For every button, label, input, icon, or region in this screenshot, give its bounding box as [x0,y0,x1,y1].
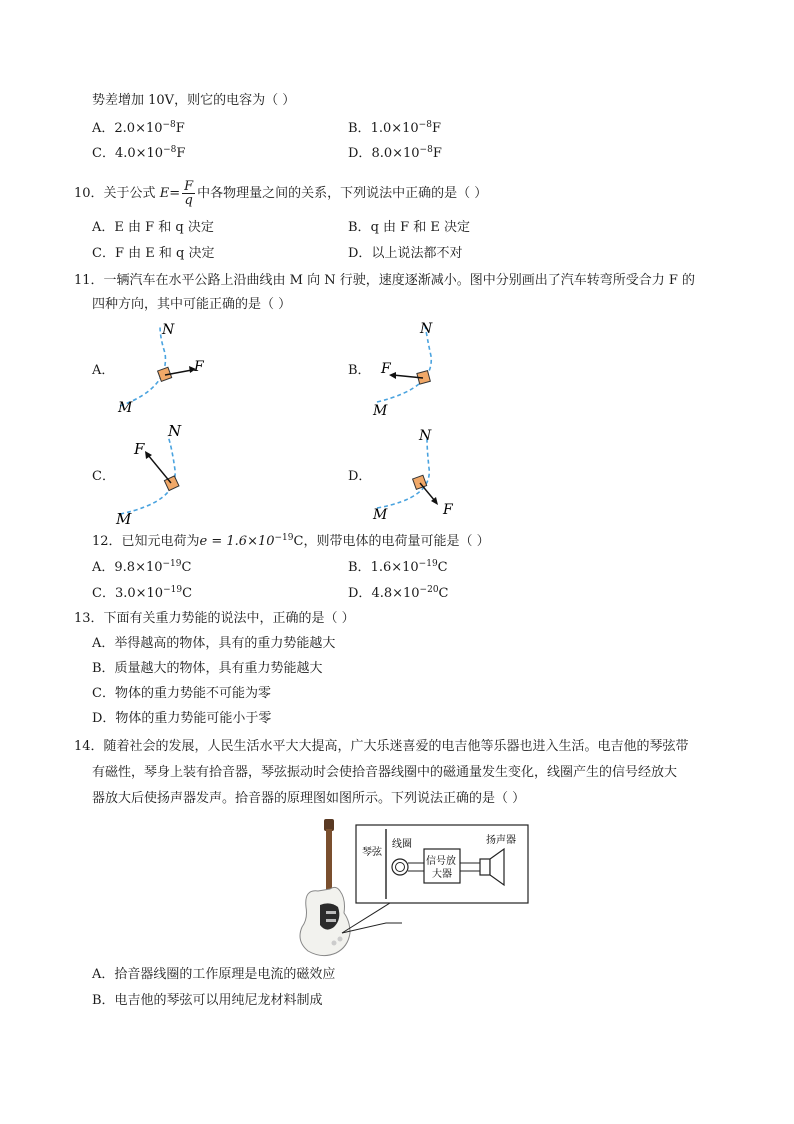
q9-stem-continuation: 势差增加 10V，则它的电容为（ ） [92,93,296,108]
q10-option-c: C．F 由 E 和 q 决定 [92,246,215,261]
speaker-icon [480,859,490,875]
q10-option-a: A．E 由 F 和 q 决定 [92,220,214,235]
q11-option-d-label: D． [348,469,372,484]
q14-pickup-figure [290,815,530,960]
q9-option-c: C．$4.0\times 10^{-8}F$ [92,145,186,161]
force-arrow [420,483,435,501]
guitar-neck [326,829,332,891]
trajectory-curve [377,438,429,508]
q13-option-d: D．物体的重力势能可能小于零 [92,711,272,726]
guitar-pickup [326,911,336,914]
q11-option-c-label: C． [92,469,115,484]
q10-option-d: D．以上说法都不对 [348,246,463,261]
label-n: N [419,428,432,444]
force-arrow [148,455,171,483]
q11-option-b-label: B． [348,363,371,378]
q13-stem: 13．下面有关重力势能的说法中，正确的是（ ） [74,611,355,626]
q12-option-b: B．$1.6\times 10^{-19}C$ [348,559,448,575]
label-coil: 线圈 [392,839,412,850]
q13-option-a: A．举得越高的物体，具有的重力势能越大 [92,636,336,651]
label-f: F [134,440,145,458]
q12-option-d: D．$4.8\times 10^{-20}C$ [348,585,449,601]
q12-option-c: C．$3.0\times 10^{-19}C$ [92,585,193,601]
q14-stem-line1: 14．随着社会的发展，人民生活水平大大提高，广大乐迷喜爱的电吉他等乐器也进入生活。电吉他的琴弦带 [74,739,689,754]
q11-option-a-label: A． [92,363,115,378]
q9-option-a: A．$2.0\times 10^{-8}F$ [92,120,185,136]
q11-stem-line1: 11．一辆汽车在水平公路上沿曲线由 M 向 N 行驶，速度逐渐减小。图中分别画出了汽车转弯所受合力 F 的 [74,273,696,288]
trajectory-curve [120,436,175,514]
q14-stem-line3: 器放大后使扬声器发声。拾音器的原理图如图所示。下列说法正确的是（ ） [92,791,526,806]
label-n: N [162,322,175,338]
formula-lhs: E [159,186,170,201]
q12-stem: 12．已知元电荷为$e = 1.6\times 10^{-19}C$，则带电体的电荷量可能是（ ） [92,533,490,549]
q9-option-b: B．$1.0\times 10^{-8}F$ [348,120,441,136]
q12-option-a: A．$9.8\times 10^{-19}C$ [92,559,192,575]
q14-option-b: B．电吉他的琴弦可以用纯尼龙材料制成 [92,993,323,1008]
q11-diagram-a [110,318,220,418]
label-speaker: 扬声器 [486,835,516,846]
q11-stem-line2: 四种方向，其中可能正确的是（ ） [92,297,292,312]
label-m: M [373,507,388,523]
label-f: F [381,361,391,377]
q14-stem-line2: 有磁性，琴身上装有拾音器，琴弦振动时会使拾音器线圈中的磁通量发生变化，线圈产生的信号经放大 [92,765,678,780]
q11-diagram-c [110,422,220,530]
label-m: M [116,510,132,528]
label-f: F [443,502,453,518]
q13-option-c: C．物体的重力势能不可能为零 [92,686,271,701]
q11-diagram-d [365,422,475,530]
label-m: M [373,403,388,418]
q13-option-b: B．质量越大的物体，具有重力势能越大 [92,661,323,676]
q11-diagram-b [365,318,475,418]
formula-fraction: $\frac{F}{q}$ [184,179,194,208]
label-amp-line1: 信号放 [426,856,456,867]
q10-stem: 10．关于公式 E= $\frac{F}{q}$ 中各物理量之间的关系，下列说法中正确的是（ ） [74,179,488,208]
label-string: 琴弦 [362,847,382,858]
q14-option-a: A．拾音器线圈的工作原理是电流的磁效应 [92,967,336,982]
label-f: F [194,359,204,375]
trajectory-curve [120,326,165,406]
label-n: N [420,321,433,337]
label-m: M [118,400,133,416]
label-amp-line2: 大器 [432,869,452,880]
q9-option-d: D．$8.0\times 10^{-8}F$ [348,145,442,161]
q10-option-b: B．q 由 F 和 E 决定 [348,220,471,235]
label-n: N [168,422,182,440]
